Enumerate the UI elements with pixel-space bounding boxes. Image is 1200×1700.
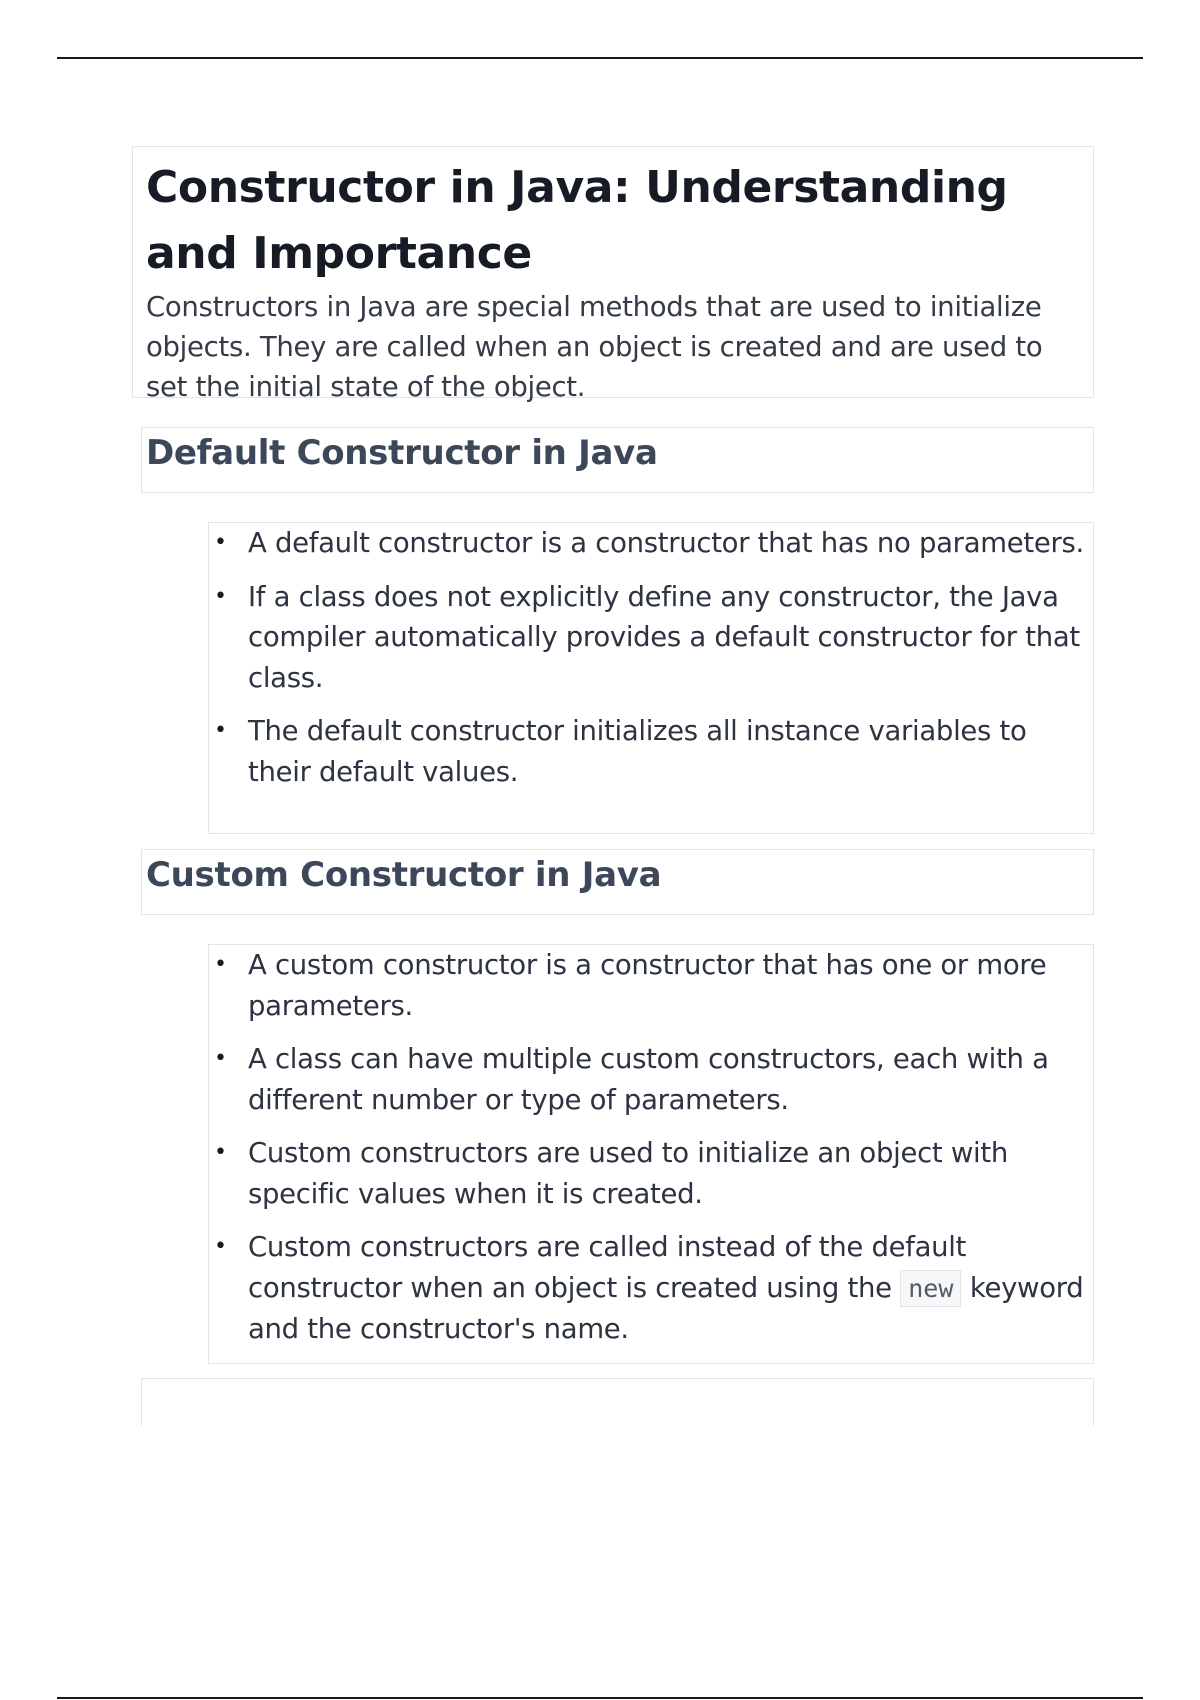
bullet-icon: •	[214, 583, 227, 609]
list-item	[209, 523, 1093, 564]
list-item	[209, 1133, 1093, 1214]
bullet-list-block-custom	[208, 944, 1094, 1364]
section-heading-block-default	[141, 427, 1094, 493]
top-rule	[57, 57, 1143, 59]
bullet-list-custom	[209, 945, 1093, 1350]
bottom-rule	[57, 1697, 1143, 1699]
bullet-list-default	[209, 523, 1093, 792]
bullet-list-block-default	[208, 522, 1094, 834]
page-title: Constructor in Java: Understanding and Importance	[146, 162, 1008, 279]
list-item	[209, 711, 1093, 792]
bullet-icon: •	[214, 1140, 227, 1165]
list-item-text-after-code: keyword and the constructor's name.	[248, 1271, 1084, 1345]
list-item-text: A class can have multiple custom constructors, each with a different number or type of parameters.	[248, 1043, 1049, 1116]
inline-code-new: new	[900, 1270, 961, 1307]
bullet-icon: •	[214, 718, 227, 743]
list-item-text: A default constructor is a constructor that has no parameters.	[248, 527, 1084, 559]
list-item-text: If a class does not explicitly define any constructor, the Java compiler automatically provides a default constructor for that class.	[248, 580, 1080, 694]
section-heading-block-custom	[141, 849, 1094, 915]
list-item	[209, 577, 1093, 699]
intro-paragraph: Constructors in Java are special methods that are used to initialize objects. They are called when an object is created and are used to set the initial state of the object.	[146, 291, 1043, 403]
list-item-text-before-code: Custom constructors are called instead of the default constructor when an object is created using the	[248, 1231, 967, 1304]
section-heading-custom: Custom Constructor in Java	[146, 855, 662, 895]
bullet-icon: •	[214, 1234, 227, 1259]
section-heading-default: Default Constructor in Java	[146, 433, 658, 473]
list-item	[209, 945, 1093, 1026]
list-item	[209, 1227, 1093, 1350]
list-item-text: Custom constructors are used to initialize an object with specific values when it is created.	[248, 1137, 1008, 1210]
list-item	[209, 1039, 1093, 1120]
bullet-icon: •	[214, 530, 227, 555]
title-block	[132, 146, 1094, 403]
bullet-icon: •	[214, 952, 227, 977]
bullet-icon: •	[214, 1046, 227, 1071]
list-item-text: A custom constructor is a constructor that has one or more parameters.	[248, 949, 1047, 1022]
list-item-text: The default constructor initializes all instance variables to their default values.	[248, 715, 1027, 788]
empty-content-block	[141, 1378, 1094, 1426]
